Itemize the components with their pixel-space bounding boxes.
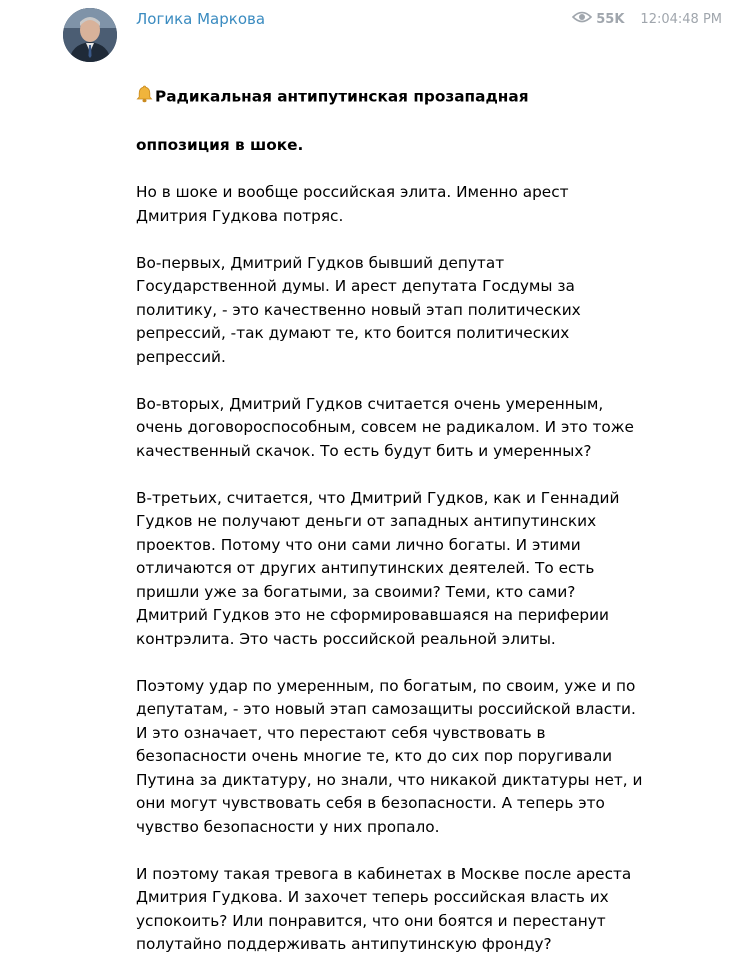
channel-name[interactable]: Логика Маркова [136,10,266,28]
paragraph-6: И поэтому такая тревога в кабинетах в Москве после ареста Дмитрия Гудкова. И захочет теперь российская власть их успокоить? Или понравится, что они боятся и перестанут полутайно поддерживать антипутинскую фронду? [136,864,632,953]
post-title [136,38,711,158]
paragraph-1: Но в шоке и вообще российская элита. Именно арест Дмитрия Гудкова потряс. [136,183,569,225]
message-header [136,6,726,34]
paragraph-5: Поэтому удар по умеренным, по богатым, по своим, уже и по депутатам, - это новый этап самозащиты российской власти. И это означает, что перестают себя чувствовать в безопасности очень многие те, кто до сих пор поругивали Путина за диктатуру, но знали, что никакой диктатуры нет, и они могут чувствовать себя в безопасности. А теперь это чувство безопасности у них пропало. [136,676,643,836]
paragraph-4: В-третьих, считается, что Дмитрий Гудков, как и Геннадий Гудков не получают деньги от западных антипутинских проектов. Потому что они сами лично богаты. И этими отличаются от других антипутинских деятелей. То есть пришли уже за богатыми, за своими? Теми, кто сами? Дмитрий Гудков это не сформировавшаяся на периферии контрэлита. Это часть российской реальной элиты. [136,488,620,648]
paragraph-3: Во-вторых, Дмитрий Гудков считается очень умеренным, очень договороспособным, совсем не радикалом. И это тоже качественный скачок. То есть будут бить и умеренных? [136,394,634,460]
post-title-line-1: Радикальная антипутинская прозападная [155,87,529,105]
message-text [136,38,711,980]
paragraph-2: Во-первых, Дмитрий Гудков бывший депутат Государственной думы. И арест депутата Госдумы за политику, - это качественно новый этап политических репрессий, -так думают те, кто боится политических репрессий. [136,253,581,366]
post-title-line-2: оппозиция в шоке. [136,136,304,154]
bell-icon [136,62,153,111]
view-count: 55K [596,11,625,27]
eye-icon [572,11,592,27]
avatar[interactable] [63,8,117,62]
message-time: 12:04:48 PM [640,11,722,27]
message-meta [572,11,722,27]
avatar-photo-icon [63,8,117,62]
